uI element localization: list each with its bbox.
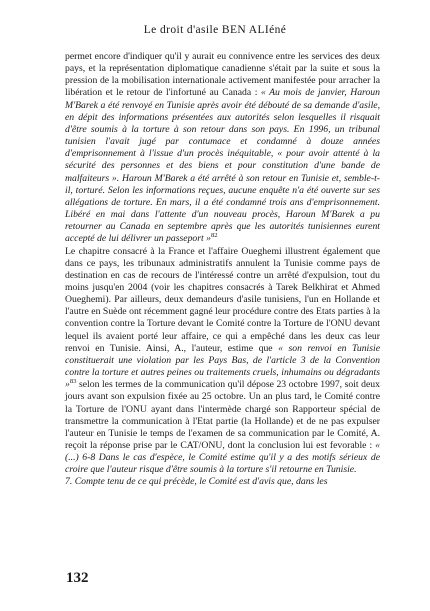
body-text xyxy=(65,51,380,489)
quote-cat-decision: « (...) 6-8 Dans le cas d'espèce, le Comité estime qu'il y a des motifs sérieux de croire que l'auteur risque d'être soumis à la torture s'il retourne en Tunisie. xyxy=(65,440,380,476)
quote-amnesty: « Au mois de janvier, Haroun M'Barek a été renvoyé en Tunisie après avoir été débouté de sa demande d'asile, en dépit des informations présentées aux autorités selon lesquelles il risquait d'être soumis à la torture à son retour dans son pays. En 1996, un tribunal tunisien l'avait jugé par contumace et condamné à douze années d'emprisonnement à l'issue d'un procès inéquitable, « pour avoir attenté à la sécurité des personnes et des biens et pour constitution d'une bande de malfaiteurs ». Haroun M'Barek a été arrêté à son retour en Tunisie et, semble-t-il, torturé. Selon les informations reçues, aucune enquête n'a été ouverte sur ses allégations de torture. En mars, il a été condamné trois ans d'emprisonnement. Libéré en mai dans l'attente d'un nouveau procès, Haroun M'Barek a pu retourner au Canada en septembre après que les autorités tunisiennes eurent accepté de lui délivrer un passeport » xyxy=(65,87,380,245)
paragraph-1-text: permet encore d'indiquer qu'il y aurait eu connivence entre les services des deux pays, et la représentation diplomatique canadienne s'était par la suite et sous la pression de la mobilisation internationale activement manifestée pour arracher la libération et le retour de l'infortuné au Canada : xyxy=(65,51,380,99)
paragraph-1 xyxy=(65,51,380,246)
footnote-ref-82: 82 xyxy=(211,232,218,240)
paragraph-3: 7. Compte tenu de ce qui précède, le Comité est d'avis que, dans les xyxy=(65,476,328,488)
footnote-ref-83: 83 xyxy=(69,377,77,385)
page-number: 132 xyxy=(66,570,89,586)
quote-communication: « son renvoi en Tunisie constituerait une violation par les Pays Bas, de l'article 3 de la Convention contre la torture et autres peines ou traitements cruels, inhumains ou dégradants » xyxy=(65,342,380,391)
paragraph-2-text: Le chapitre consacré à la France et l'affaire Oueghemi illustrent également que dans ce pays, les tribunaux administratifs annulent la Tunisie comme pays de destination en cas de recours de l'intéressé contre un arrêté d'expulsion, tout du moins jusqu'en 2004 (voir les chapitres consacrés à Tarek Belkhirat et Ahmed Oueghemi). Par ailleurs, deux demandeurs d'asile tunisiens, l'un en Hollande et l'autre en Suède ont récemment gagné leur procédure contre des Etats parties à la convention contre la Torture devant le Comité contre la Torture de l'ONU devant lequel ils avaient porté leur affaire, ce qui a empêché dans les deux cas leur renvoi en Tunisie. Ainsi, A., l'auteur, estime que xyxy=(65,245,380,354)
paragraph-2 xyxy=(65,246,380,477)
running-head: Le droit d'asile BEN ALIéné xyxy=(143,24,287,36)
paragraph-2-text-cont: selon les termes de la communication qu'il dépose 23 octobre 1997, soit deux jours avant son expulsion fixée au 25 octobre. Un an plus tard, le Comité contre la Torture de l'ONU ayant dans l'intermède chargé son Rapporteur spécial de transmettre la communication à l'Etat partie (la Hollande) et de ne pas expulser l'auteur en Tunisie le temps de l'examen de sa communication par le Comité, A. reçoit la réponse prise par le CAT/ONU, dont la conclusion lui est fevorable : xyxy=(65,379,380,451)
